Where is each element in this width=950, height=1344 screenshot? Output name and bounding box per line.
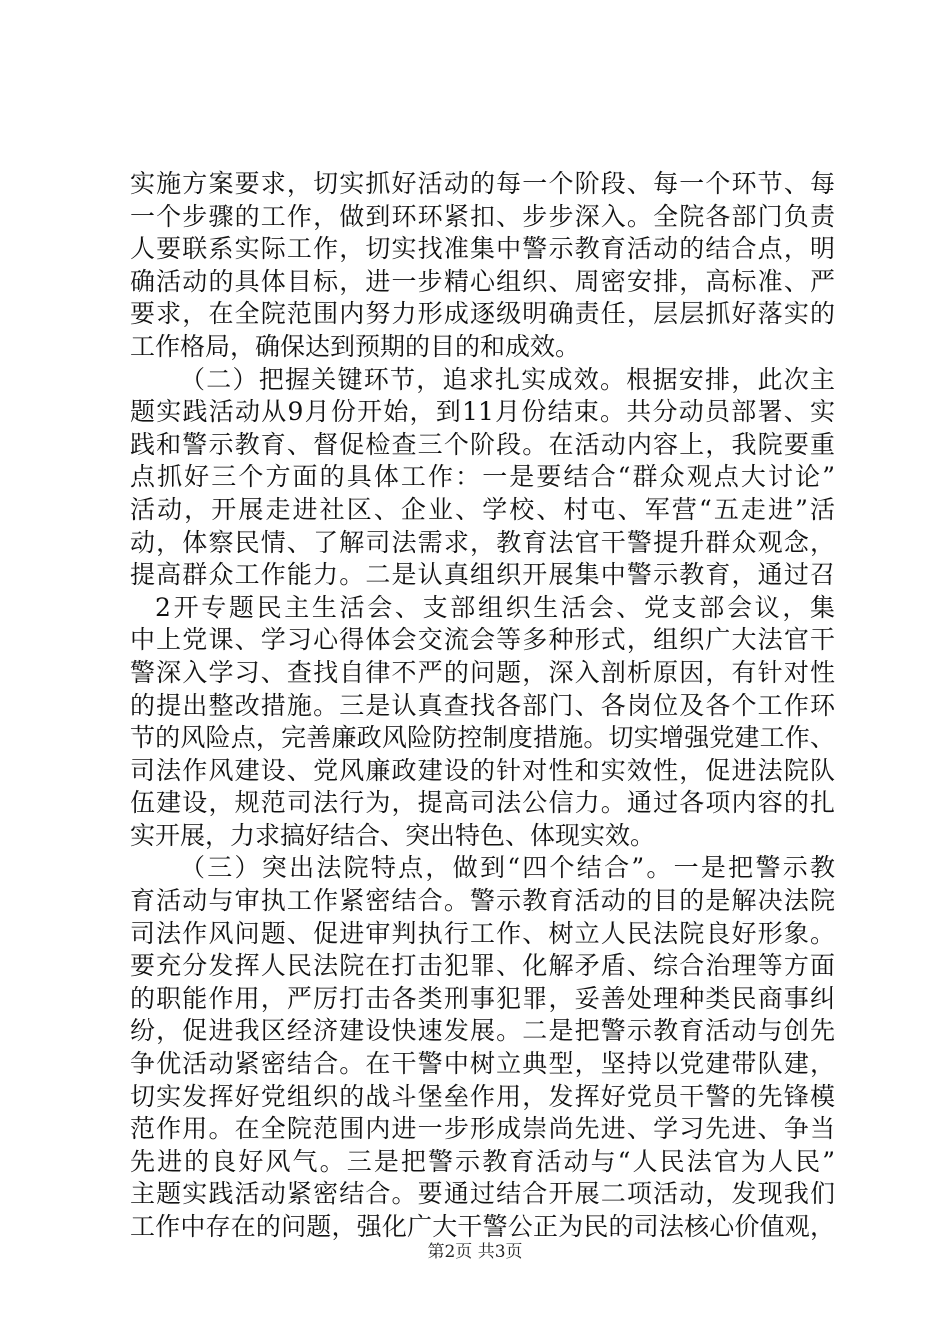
paragraph-first-line: （三）突出法院特点，做到“四个结合”。一是把警示教 (180, 853, 835, 883)
text-line: 的职能作用，严厉打击各类刑事犯罪，妥善处理种类民商事纠 (130, 983, 835, 1013)
text-line: 争优活动紧密结合。在干警中树立典型，坚持以党建带队建， (130, 1049, 835, 1079)
text-line: 司法作风问题、促进审判执行工作、树立人民法院良好形象。 (130, 918, 835, 948)
text-line: 工作中存在的问题，强化广大干警公正为民的司法核心价值观， (130, 1212, 835, 1241)
text-line: 点抓好三个方面的具体工作：一是要结合“群众观点大讨论” (130, 462, 835, 492)
text-line: 确活动的具体目标，进一步精心组织、周密安排，高标准、严 (130, 266, 835, 296)
text-line: 践和警示教育、督促检查三个阶段。在活动内容上，我院要重 (130, 429, 835, 459)
text-line: 题实践活动从9月份开始，到11月份结束。共分动员部署、实 (130, 397, 835, 427)
text-line: 的提出整改措施。三是认真查找各部门、各岗位及各个工作环 (130, 690, 835, 720)
page-number-footer: 第2页 共3页 (427, 1242, 523, 1262)
paragraph-first-line: （二）把握关键环节，追求扎实成效。根据安排，此次主 (180, 364, 835, 394)
text-line: 中上党课、学习心得体会交流会等多种形式，组织广大法官干 (130, 625, 835, 655)
text-line: 动，体察民情、了解司法需求，教育法官干警提升群众观念， (130, 527, 835, 557)
text-line: 节的风险点，完善廉政风险防控制度措施。切实增强党建工作、 (130, 723, 835, 753)
text-line: 主题实践活动紧密结合。要通过结合开展二项活动，发现我们 (130, 1179, 835, 1209)
text-line: 活动，开展走进社区、企业、学校、村屯、军营“五走进”活 (130, 494, 835, 524)
text-line: 伍建设，规范司法行为，提高司法公信力。通过各项内容的扎 (130, 788, 835, 818)
text-line: 一个步骤的工作，做到环环紧扣、步步深入。全院各部门负责 (130, 201, 835, 231)
text-line: 工作格局，确保达到预期的目的和成效。 (130, 331, 581, 361)
text-line: 先进的良好风气。三是把警示教育活动与“人民法官为人民” (130, 1146, 835, 1176)
text-line: 要充分发挥人民法院在打击犯罪、化解矛盾、综合治理等方面 (130, 951, 835, 981)
text-line: 2开专题民主生活会、支部组织生活会、党支部会议，集 (155, 592, 835, 622)
text-line: 要求，在全院范围内努力形成逐级明确责任，层层抓好落实的 (130, 299, 835, 329)
text-line: 纷，促进我区经济建设快速发展。二是把警示教育活动与创先 (130, 1016, 835, 1046)
text-line: 人要联系实际工作，切实找准集中警示教育活动的结合点，明 (130, 234, 835, 264)
text-line: 实施方案要求，切实抓好活动的每一个阶段、每一个环节、每 (130, 169, 835, 198)
text-line: 实开展，力求搞好结合、突出特色、体现实效。 (130, 820, 656, 850)
text-line: 范作用。在全院范围内进一步形成崇尚先进、学习先进、争当 (130, 1114, 835, 1144)
text-line: 警深入学习、查找自律不严的问题，深入剖析原因，有针对性 (130, 657, 835, 687)
text-line: 司法作风建设、党风廉政建设的针对性和实效性，促进法院队 (130, 755, 835, 785)
document-body (130, 168, 835, 1244)
text-line: 切实发挥好党组织的战斗堡垒作用，发挥好党员干警的先锋模 (130, 1081, 835, 1111)
text-line: 育活动与审执工作紧密结合。警示教育活动的目的是解决法院 (130, 886, 835, 916)
text-line: 提高群众工作能力。二是认真组织开展集中警示教育，通过召 (130, 560, 835, 590)
